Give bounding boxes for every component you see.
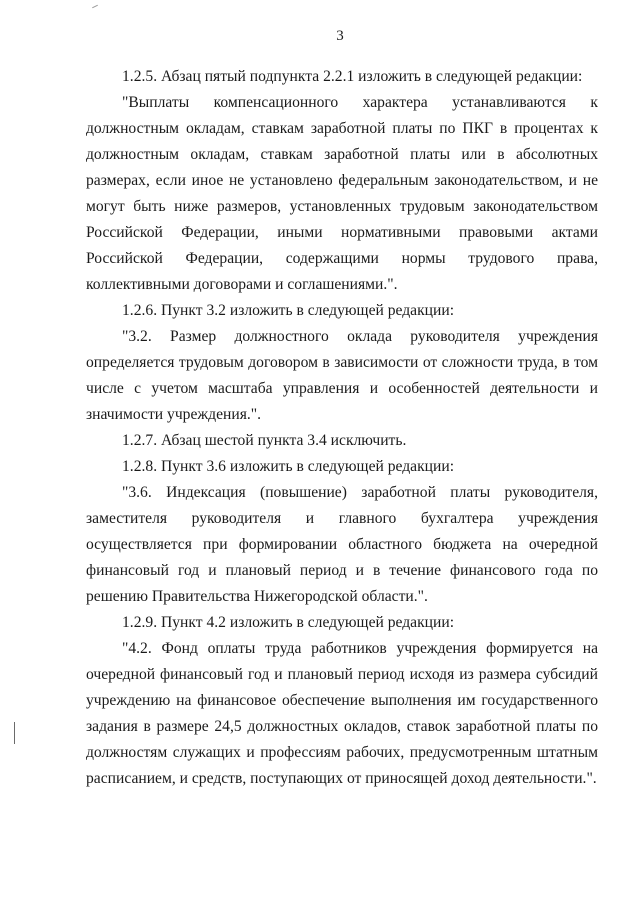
scan-mark <box>92 5 98 8</box>
quoted-paragraph-3-2: "3.2. Размер должностного оклада руководителя учреждения определяется трудовым договором в зависимости от сложности труда, в том числе с учетом масштаба управления и особенностей деятельности и значимости учреждения.". <box>86 328 598 423</box>
page-number: 3 <box>336 28 344 44</box>
quoted-paragraph-3-6: "3.6. Индексация (повышение) заработной платы руководителя, заместителя руководителя и главного бухгалтера учреждения осуществляется при формировании областного бюджета на очередной финансовый год и плановый период и в течение финансового года по решению Правительства Нижегородской области.". <box>86 484 598 605</box>
quoted-paragraph-4-2: "4.2. Фонд оплаты труда работников учреждения формируется на очередной финансовый год и плановый период исходя из размера субсидий учреждению на финансовое обеспечение выполнения им государственного задания в размере 24,5 должностных окладов, ставок заработной платы по должностям служащих и профессиям рабочих, предусмотренным штатным расписанием, и средств, поступающих от приносящей доход деятельности.". <box>86 640 598 787</box>
paragraph-1-2-6: 1.2.6. Пункт 3.2 изложить в следующей редакции: <box>122 302 455 319</box>
paragraph-1-2-7: 1.2.7. Абзац шестой пункта 3.4 исключить. <box>122 432 407 449</box>
quoted-paragraph-payments: "Выплаты компенсационного характера устанавливаются к должностным окладам, ставкам заработной платы по ПКГ в процентах к должностным окладам, ставкам заработной платы или в абсолютных размерах, если иное не установлено федеральным законодательством, и не могут быть ниже размеров, установленных трудовым законодательством Российской Федерации, иными нормативными правовыми актами Российской Федерации, содержащими нормы трудового права, коллективными договорами и соглашениями.". <box>86 94 598 293</box>
document-body <box>86 64 598 792</box>
paragraph-1-2-9: 1.2.9. Пункт 4.2 изложить в следующей редакции: <box>122 614 455 631</box>
paragraph-1-2-8: 1.2.8. Пункт 3.6 изложить в следующей редакции: <box>122 458 455 475</box>
margin-mark <box>14 722 15 744</box>
paragraph-1-2-5: 1.2.5. Абзац пятый подпункта 2.2.1 изложить в следующей редакции: <box>122 68 583 85</box>
